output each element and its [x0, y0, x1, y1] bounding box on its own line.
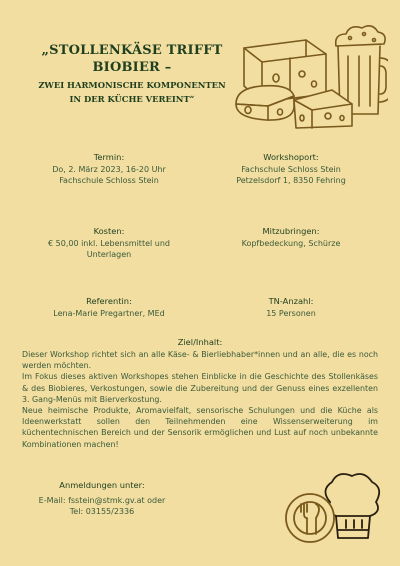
workshoport-label: Workshoport: [263, 152, 319, 162]
termin-date: Do, 2. März 2023, 16-20 Uhr [52, 164, 166, 174]
anmeldung-email[interactable]: E-Mail: fsstein@stmk.gv.at oder [38, 495, 166, 505]
ziel-paragraph-3: Neue heimische Produkte, Aromavielfalt, sensorische Schulungen und die Küche als Ideenwerkstatt sollen den Teilnehmenden eine Wissenserweiterung im küchentechnischen Bereich und der Sensorik ermöglichen und Lust auf noch unbekannte Kombinationen machen! [22, 406, 378, 449]
termin-place: Fachschule Schloss Stein [59, 176, 159, 185]
kosten-line-2: Unterlagen [86, 250, 132, 259]
mitzubringen-block [206, 226, 376, 249]
title-line-2: BIOBIER – [92, 60, 172, 75]
chef-hat-icon [325, 474, 379, 538]
referentin-block [24, 296, 194, 319]
event-title [14, 42, 250, 104]
title-line-1: „STOLLENKÄSE TRIFFT [41, 43, 223, 58]
tn-count: 15 Personen [266, 308, 316, 318]
tn-label: TN-Anzahl: [268, 296, 314, 306]
referentin-name: Lena-Marie Pregartner, MEd [53, 308, 165, 318]
kosten-block [24, 226, 194, 261]
anmeldung-phone[interactable]: Tel: 03155/2336 [69, 507, 135, 516]
mitzubringen-items: Kopfbedeckung, Schürze [241, 238, 341, 248]
termin-block [24, 152, 194, 187]
workshoport-address: Petzelsdorf 1, 8350 Fehring [236, 176, 346, 185]
cheese-beer-illustration [232, 18, 388, 136]
workshoport-block [206, 152, 376, 187]
ziel-text [22, 349, 378, 450]
termin-label: Termin: [93, 152, 125, 162]
referentin-label: Referentin: [86, 296, 132, 306]
ziel-label: Ziel/Inhalt: [177, 337, 223, 347]
tn-block [206, 296, 376, 319]
chef-illustration [280, 468, 384, 560]
ziel-paragraph-2: Im Fokus dieses aktiven Workshopes stehen Einblicke in die Geschichte des Stollenkäses & des Biobieres, Verkostungen, sowie die Zubereitung und der Genuss eines exzellenten 3. Gang-Menüs mit Bierverkostung. [22, 372, 378, 404]
subtitle-line-1: ZWEI HARMONISCHE KOMPONENTEN [38, 80, 226, 90]
workshoport-name: Fachschule Schloss Stein [241, 164, 341, 174]
kosten-line-1: € 50,00 inkl. Lebensmittel und [48, 238, 170, 248]
kosten-label: Kosten: [93, 226, 125, 236]
anmeldung-block [18, 480, 186, 518]
plate-cutlery-icon [286, 494, 334, 542]
ziel-paragraph-1: Dieser Workshop richtet sich an alle Käse- & Bierliebhaber*innen und an alle, die es noch werden möchten. [22, 350, 378, 371]
mitzubringen-label: Mitzubringen: [262, 226, 320, 236]
cheese-wheel-icon [236, 86, 294, 120]
subtitle-line-2: IN DER KÜCHE VEREINT“ [69, 94, 195, 104]
anmeldung-label: Anmeldungen unter: [59, 480, 145, 490]
